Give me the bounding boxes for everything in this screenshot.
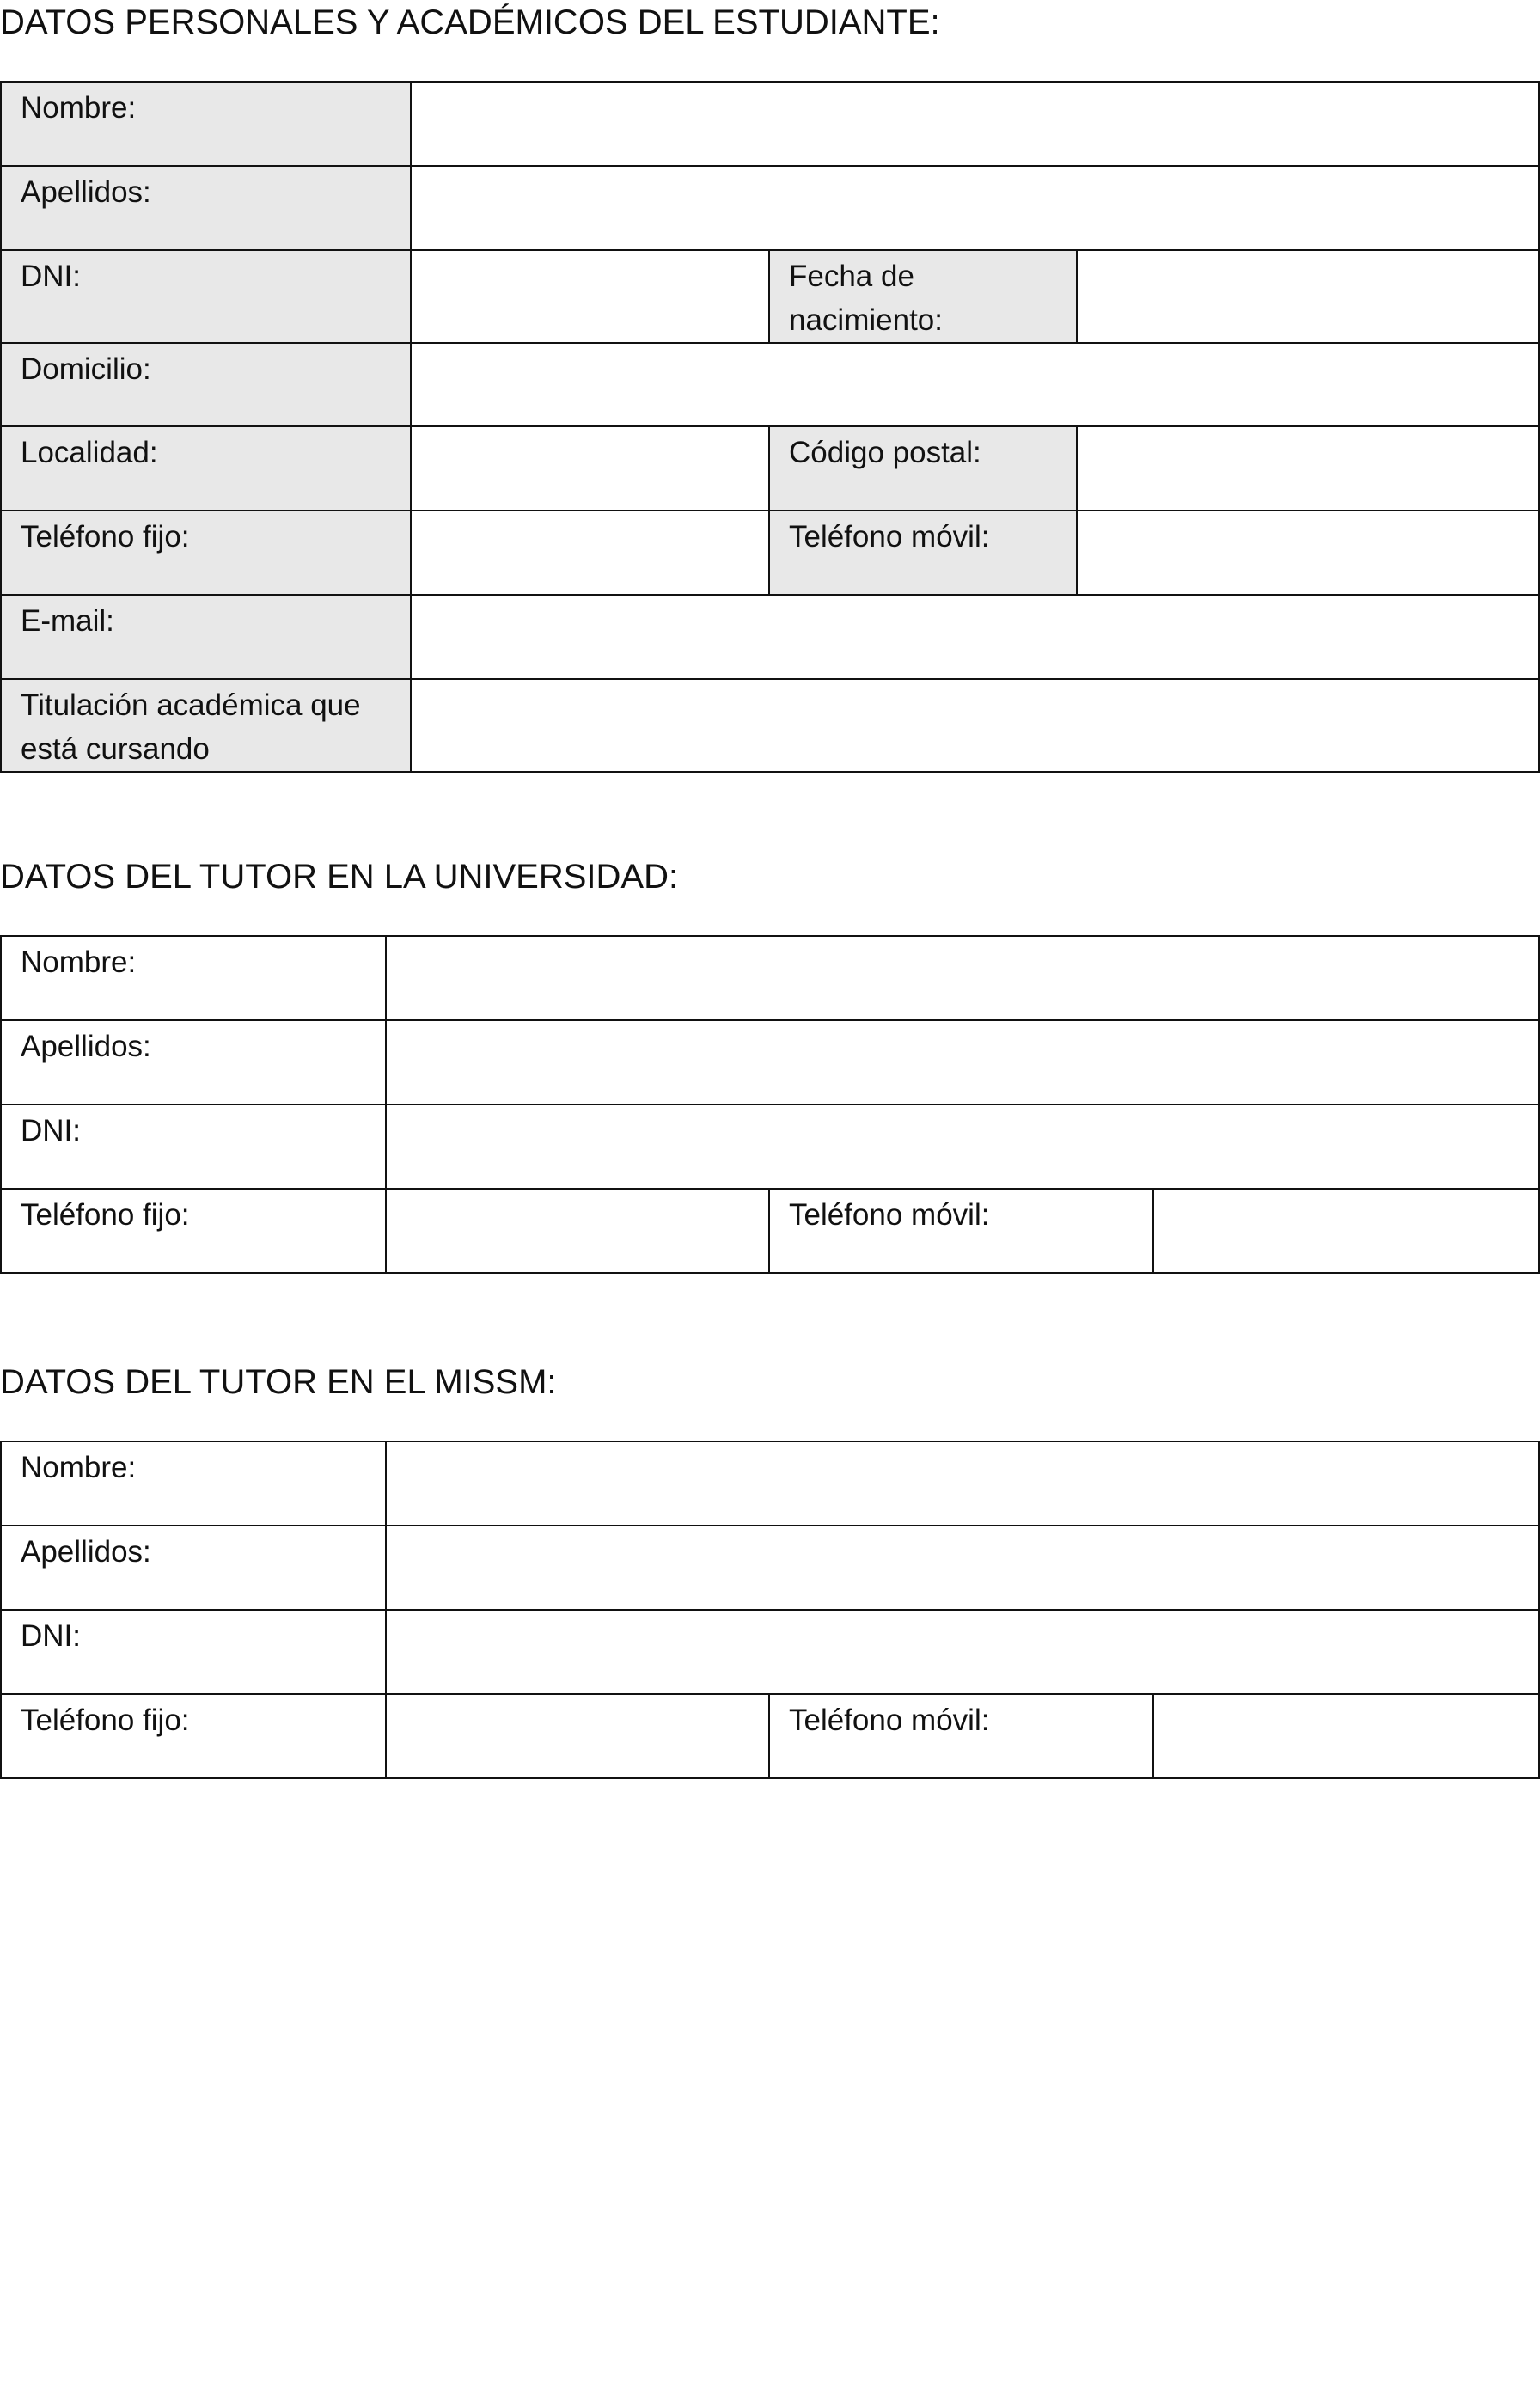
- university-tutor-apellidos-field[interactable]: [386, 1020, 1539, 1104]
- nombre-label: Nombre:: [1, 936, 386, 1020]
- student-email-field[interactable]: [411, 595, 1539, 679]
- table-row: [1, 1189, 1539, 1273]
- missm-tutor-apellidos-field[interactable]: [386, 1526, 1539, 1610]
- missm-tutor-table: [0, 1441, 1540, 1779]
- table-row: [1, 343, 1539, 426]
- table-row: [1, 1020, 1539, 1104]
- dni-label: DNI:: [1, 1104, 386, 1189]
- codigo-postal-label: Código postal:: [769, 426, 1077, 511]
- university-tutor-nombre-field[interactable]: [386, 936, 1539, 1020]
- missm-tutor-section-title: DATOS DEL TUTOR EN EL MISSM:: [0, 1363, 557, 1401]
- telefono-fijo-label: Teléfono fijo:: [1, 511, 411, 595]
- missm-tutor-dni-field[interactable]: [386, 1610, 1539, 1694]
- student-localidad-field[interactable]: [411, 426, 769, 511]
- nombre-label: Nombre:: [1, 1441, 386, 1526]
- university-tutor-table: [0, 935, 1540, 1274]
- missm-tutor-telefono-movil-field[interactable]: [1153, 1694, 1539, 1778]
- university-tutor-telefono-movil-field[interactable]: [1153, 1189, 1539, 1273]
- table-row: [1, 511, 1539, 595]
- table-row: [1, 166, 1539, 250]
- student-codigo-postal-field[interactable]: [1077, 426, 1539, 511]
- table-row: [1, 679, 1539, 772]
- university-tutor-section-title: DATOS DEL TUTOR EN LA UNIVERSIDAD:: [0, 858, 679, 896]
- student-section-title: DATOS PERSONALES Y ACADÉMICOS DEL ESTUDIANTE:: [0, 3, 940, 41]
- student-nombre-field[interactable]: [411, 82, 1539, 166]
- student-apellidos-field[interactable]: [411, 166, 1539, 250]
- telefono-movil-label: Teléfono móvil:: [769, 1694, 1153, 1778]
- table-row: [1, 250, 1539, 343]
- apellidos-label: Apellidos:: [1, 166, 411, 250]
- table-row: [1, 1104, 1539, 1189]
- titulacion-label: Titulación académica que está cursando: [1, 679, 411, 772]
- table-row: [1, 82, 1539, 166]
- student-telefono-movil-field[interactable]: [1077, 511, 1539, 595]
- table-row: [1, 936, 1539, 1020]
- table-row: [1, 1694, 1539, 1778]
- student-domicilio-field[interactable]: [411, 343, 1539, 426]
- apellidos-label: Apellidos:: [1, 1526, 386, 1610]
- table-row: [1, 1441, 1539, 1526]
- missm-tutor-telefono-fijo-field[interactable]: [386, 1694, 769, 1778]
- student-fecha-nacimiento-field[interactable]: [1077, 250, 1539, 343]
- telefono-fijo-label: Teléfono fijo:: [1, 1189, 386, 1273]
- dni-label: DNI:: [1, 250, 411, 343]
- table-row: [1, 1526, 1539, 1610]
- student-telefono-fijo-field[interactable]: [411, 511, 769, 595]
- telefono-fijo-label: Teléfono fijo:: [1, 1694, 386, 1778]
- telefono-movil-label: Teléfono móvil:: [769, 1189, 1153, 1273]
- missm-tutor-nombre-field[interactable]: [386, 1441, 1539, 1526]
- domicilio-label: Domicilio:: [1, 343, 411, 426]
- localidad-label: Localidad:: [1, 426, 411, 511]
- email-label: E-mail:: [1, 595, 411, 679]
- table-row: [1, 1610, 1539, 1694]
- university-tutor-telefono-fijo-field[interactable]: [386, 1189, 769, 1273]
- table-row: [1, 595, 1539, 679]
- dni-label: DNI:: [1, 1610, 386, 1694]
- nombre-label: Nombre:: [1, 82, 411, 166]
- fecha-nacimiento-label: Fecha de nacimiento:: [769, 250, 1077, 343]
- student-data-table: [0, 81, 1540, 773]
- university-tutor-dni-field[interactable]: [386, 1104, 1539, 1189]
- apellidos-label: Apellidos:: [1, 1020, 386, 1104]
- telefono-movil-label: Teléfono móvil:: [769, 511, 1077, 595]
- student-dni-field[interactable]: [411, 250, 769, 343]
- table-row: [1, 426, 1539, 511]
- student-titulacion-field[interactable]: [411, 679, 1539, 772]
